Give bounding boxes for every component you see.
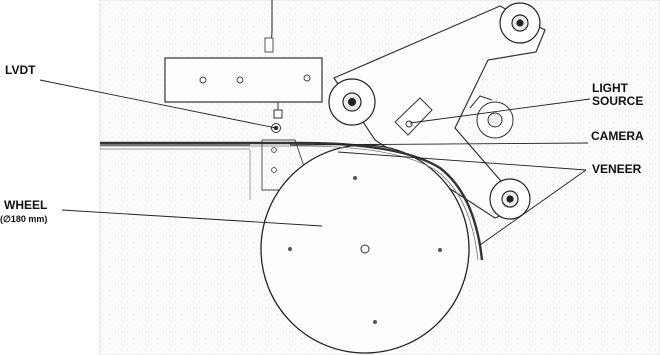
wheel-hole xyxy=(438,248,442,252)
label-veneer: VENEER xyxy=(592,162,642,176)
wheel xyxy=(261,145,469,353)
label-lvdt: LVDT xyxy=(5,63,36,77)
label-light-source-line2: SOURCE xyxy=(592,94,644,108)
wheel-hole xyxy=(288,247,292,251)
cable-connector xyxy=(265,38,273,52)
label-wheel: WHEEL xyxy=(4,198,48,212)
top-right-roller xyxy=(500,3,540,43)
label-light-source-line1: LIGHT xyxy=(592,81,628,95)
label-wheel-size: (∅180 mm) xyxy=(0,214,48,224)
wheel-hole xyxy=(353,176,357,180)
wheel-hole xyxy=(373,320,377,324)
label-light-source xyxy=(592,82,643,108)
upper-left-roller xyxy=(329,79,375,125)
label-camera: CAMERA xyxy=(591,129,644,143)
lower-right-roller xyxy=(490,179,530,219)
